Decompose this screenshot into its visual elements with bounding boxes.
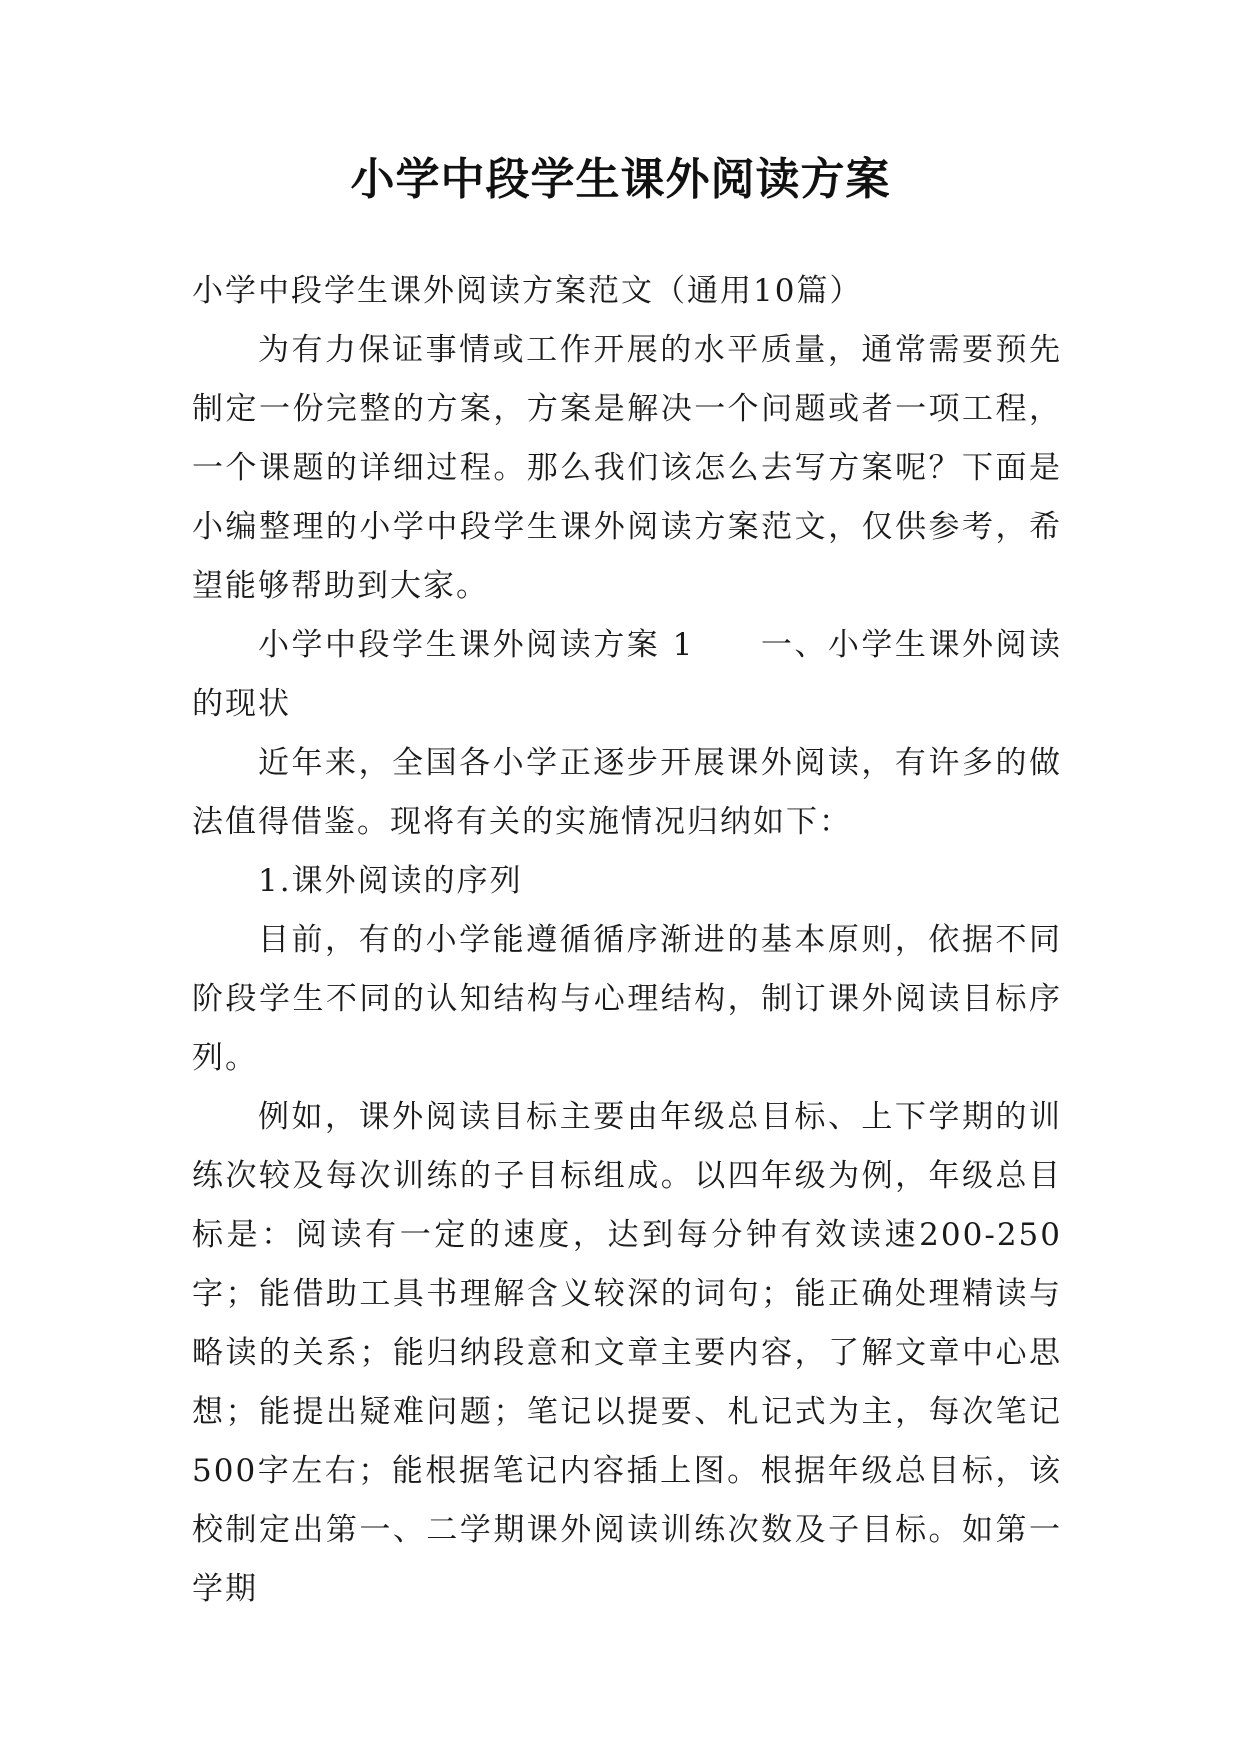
section-title: 小学中段学生课外阅读方案 1 xyxy=(258,627,695,663)
item-heading: 1.课外阅读的序列 xyxy=(258,863,523,899)
recent-paragraph: 近年来，全国各小学正逐步开展课外阅读，有许多的做法值得借鉴。现将有关的实施情况归纳如下： xyxy=(192,745,1062,840)
section-heading-paragraph xyxy=(192,616,1062,734)
section-subtitle: 一、小学生课外阅读的现状 xyxy=(192,627,1062,722)
document-title: 小学中段学生课外阅读方案 xyxy=(350,154,891,205)
goal-paragraph: 目前，有的小学能遵循循序渐进的基本原则，依据不同阶段学生不同的认知结构与心理结构，制订课外阅读目标序列。 xyxy=(192,922,1062,1076)
example-paragraph: 例如，课外阅读目标主要由年级总目标、上下学期的训练次较及每次训练的子目标组成。以四年级为例，年级总目标是：阅读有一定的速度，达到每分钟有效读速200-250字；能借助工具书理解含义较深的词句；能正确处理精读与略读的关系；能归纳段意和文章主要内容，了解文章中心思想；能提出疑难问题；笔记以提要、札记式为主，每次笔记500字左右；能根据笔记内容插上图。根据年级总目标，该校制定出第一、二学期课外阅读训练次数及子目标。如第一学期 xyxy=(192,1099,1062,1607)
document-body xyxy=(192,262,1062,1619)
subtitle-paragraph: 小学中段学生课外阅读方案范文（通用10篇） xyxy=(192,273,863,309)
intro-paragraph: 为有力保证事情或工作开展的水平质量，通常需要预先制定一份完整的方案，方案是解决一个问题或者一项工程，一个课题的详细过程。那么我们该怎么去写方案呢？下面是小编整理的小学中段学生课外阅读方案范文，仅供参考，希望能够帮助到大家。 xyxy=(192,332,1062,604)
